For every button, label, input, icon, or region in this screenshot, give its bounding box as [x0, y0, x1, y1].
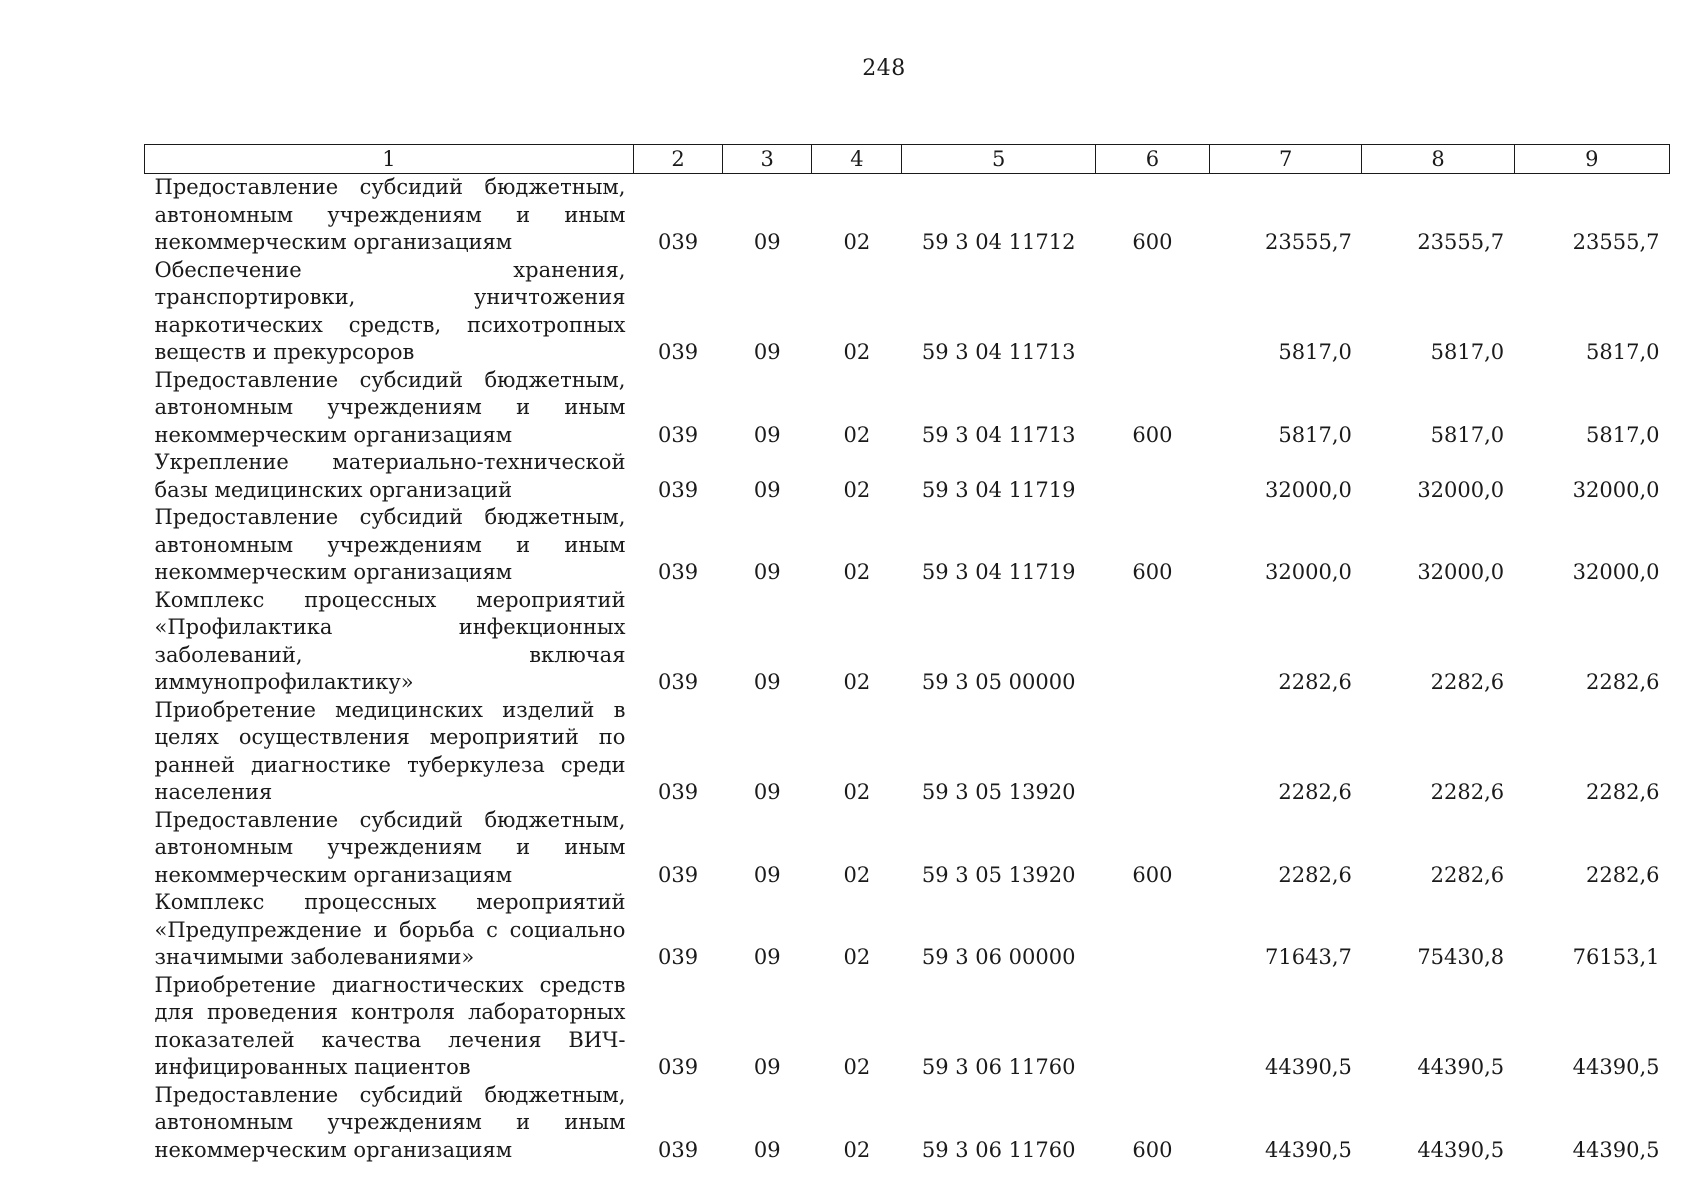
row-expense-type: 600	[1132, 560, 1173, 584]
row-subsection: 02	[843, 340, 871, 364]
column-header-grbs: 2	[633, 145, 722, 174]
table-row	[145, 807, 1670, 890]
budget-table	[144, 144, 1670, 1164]
row-grbs: 039	[657, 560, 699, 584]
table-body	[145, 174, 1670, 1165]
row-section: 09	[753, 945, 781, 969]
row-amount-1: 2282,6	[1278, 670, 1352, 694]
row-expense-type	[1095, 697, 1209, 807]
row-target-article: 59 3 06 00000	[921, 945, 1076, 969]
row-subsection: 02	[843, 862, 871, 887]
row-subsection: 02	[843, 1055, 871, 1079]
row-amount-3: 44390,5	[1572, 1055, 1660, 1079]
row-section: 09	[753, 560, 781, 584]
header-row	[145, 145, 1670, 174]
row-expense-type	[1095, 972, 1209, 1082]
row-target-article: 59 3 04 11719	[921, 477, 1076, 502]
row-grbs: 039	[657, 1055, 699, 1079]
table-row	[145, 504, 1670, 587]
row-amount-1: 5817,0	[1278, 340, 1352, 364]
table-row	[145, 257, 1670, 367]
row-grbs: 039	[657, 945, 699, 969]
row-amount-2: 2282,6	[1430, 670, 1505, 694]
row-target-article: 59 3 04 11712	[921, 230, 1076, 254]
row-amount-2: 44390,5	[1417, 1055, 1505, 1079]
row-amount-2: 2282,6	[1430, 862, 1505, 887]
row-grbs: 039	[657, 780, 699, 804]
row-expense-type: 600	[1132, 230, 1173, 254]
column-header-subsection: 4	[812, 145, 902, 174]
row-expense-type: 600	[1132, 862, 1173, 887]
row-section: 09	[753, 340, 781, 364]
row-amount-2: 2282,6	[1430, 780, 1505, 804]
row-section: 09	[753, 1137, 781, 1162]
row-target-article: 59 3 05 00000	[921, 670, 1076, 694]
row-name: Обеспечение хранения, транспортировки, уничтожения наркотических средств, психотропных веществ и прекурсоров	[154, 257, 626, 364]
row-section: 09	[753, 230, 781, 254]
row-name: Предоставление субсидий бюджетным, автономным учреждениям и иным некоммерческим организациям	[154, 807, 626, 887]
column-header-target-article: 5	[902, 145, 1095, 174]
row-amount-3: 76153,1	[1572, 945, 1660, 969]
row-amount-2: 32000,0	[1417, 477, 1505, 502]
row-grbs: 039	[657, 477, 699, 502]
column-header-expense-type: 6	[1095, 145, 1209, 174]
row-amount-3: 5817,0	[1586, 422, 1660, 447]
row-amount-1: 2282,6	[1278, 780, 1352, 804]
row-expense-type	[1095, 257, 1209, 367]
row-subsection: 02	[843, 670, 871, 694]
row-amount-3: 2282,6	[1586, 862, 1660, 887]
row-target-article: 59 3 04 11713	[921, 422, 1076, 447]
row-grbs: 039	[657, 670, 699, 694]
table-header	[145, 145, 1670, 174]
row-amount-3: 32000,0	[1572, 560, 1660, 584]
page-number: 248	[862, 56, 906, 81]
row-amount-2: 75430,8	[1417, 945, 1505, 969]
row-name: Комплекс процессных мероприятий «Профилактика инфекционных заболеваний, включая иммунопрофилактику»	[154, 587, 626, 694]
row-amount-1: 23555,7	[1265, 230, 1352, 254]
row-name: Приобретение диагностических средств для проведения контроля лабораторных показателей качества лечения ВИЧ-инфицированных пациентов	[154, 972, 626, 1079]
row-target-article: 59 3 04 11719	[921, 560, 1076, 584]
row-target-article: 59 3 06 11760	[921, 1055, 1076, 1079]
row-amount-1: 32000,0	[1265, 477, 1352, 502]
row-amount-1: 44390,5	[1265, 1137, 1352, 1162]
column-header-section: 3	[723, 145, 812, 174]
row-target-article: 59 3 06 11760	[921, 1137, 1076, 1162]
row-grbs: 039	[657, 862, 699, 887]
row-name: Предоставление субсидий бюджетным, автономным учреждениям и иным некоммерческим организациям	[154, 505, 626, 584]
row-grbs: 039	[657, 422, 699, 447]
row-amount-2: 32000,0	[1417, 560, 1505, 584]
row-amount-1: 2282,6	[1278, 862, 1352, 887]
column-header-amount-2: 8	[1362, 145, 1514, 174]
row-amount-2: 44390,5	[1417, 1137, 1505, 1162]
table-row	[145, 174, 1670, 257]
row-grbs: 039	[657, 230, 699, 254]
table-row	[145, 1082, 1670, 1165]
row-name: Укрепление материально-технической базы медицинских организаций	[154, 450, 626, 502]
row-amount-3: 32000,0	[1572, 477, 1660, 502]
row-name: Предоставление субсидий бюджетным, автономным учреждениям и иным некоммерческим организациям	[154, 1082, 626, 1162]
row-expense-type	[1095, 449, 1209, 504]
row-subsection: 02	[843, 1137, 871, 1162]
table-row	[145, 972, 1670, 1082]
row-name: Приобретение медицинских изделий в целях осуществления мероприятий по ранней диагностике туберкулеза среди населения	[154, 697, 626, 804]
row-amount-3: 23555,7	[1572, 230, 1660, 254]
row-grbs: 039	[657, 1137, 699, 1162]
row-amount-3: 2282,6	[1586, 780, 1660, 804]
row-subsection: 02	[843, 780, 871, 804]
row-amount-1: 71643,7	[1265, 945, 1352, 969]
row-amount-1: 44390,5	[1265, 1055, 1352, 1079]
table-row	[145, 697, 1670, 807]
row-section: 09	[753, 1055, 781, 1079]
column-header-amount-1: 7	[1210, 145, 1362, 174]
table-row	[145, 587, 1670, 697]
row-name: Комплекс процессных мероприятий «Предупреждение и борьба с социально значимыми заболеваниями»	[154, 890, 626, 969]
row-amount-2: 5817,0	[1430, 340, 1505, 364]
row-target-article: 59 3 04 11713	[921, 340, 1076, 364]
row-subsection: 02	[843, 230, 871, 254]
row-target-article: 59 3 05 13920	[921, 862, 1076, 887]
row-expense-type	[1095, 889, 1209, 972]
row-section: 09	[753, 422, 781, 447]
column-header-name: 1	[145, 145, 634, 174]
row-amount-2: 5817,0	[1430, 422, 1505, 447]
table-row	[145, 367, 1670, 450]
row-subsection: 02	[843, 477, 871, 502]
row-expense-type	[1095, 587, 1209, 697]
row-amount-1: 32000,0	[1265, 560, 1352, 584]
row-name: Предоставление субсидий бюджетным, автономным учреждениям и иным некоммерческим организациям	[154, 175, 626, 254]
row-amount-3: 5817,0	[1586, 340, 1660, 364]
table-row	[145, 449, 1670, 504]
row-section: 09	[753, 670, 781, 694]
row-expense-type: 600	[1132, 422, 1173, 447]
column-header-amount-3: 9	[1514, 145, 1669, 174]
table-row	[145, 889, 1670, 972]
row-name: Предоставление субсидий бюджетным, автономным учреждениям и иным некоммерческим организациям	[154, 367, 626, 447]
row-target-article: 59 3 05 13920	[921, 780, 1076, 804]
row-section: 09	[753, 862, 781, 887]
row-subsection: 02	[843, 422, 871, 447]
row-section: 09	[753, 477, 781, 502]
row-subsection: 02	[843, 560, 871, 584]
row-expense-type: 600	[1132, 1137, 1173, 1162]
row-section: 09	[753, 780, 781, 804]
row-amount-2: 23555,7	[1417, 230, 1505, 254]
row-amount-3: 44390,5	[1572, 1137, 1660, 1162]
row-subsection: 02	[843, 945, 871, 969]
row-grbs: 039	[657, 340, 699, 364]
row-amount-3: 2282,6	[1586, 670, 1660, 694]
row-amount-1: 5817,0	[1278, 422, 1352, 447]
